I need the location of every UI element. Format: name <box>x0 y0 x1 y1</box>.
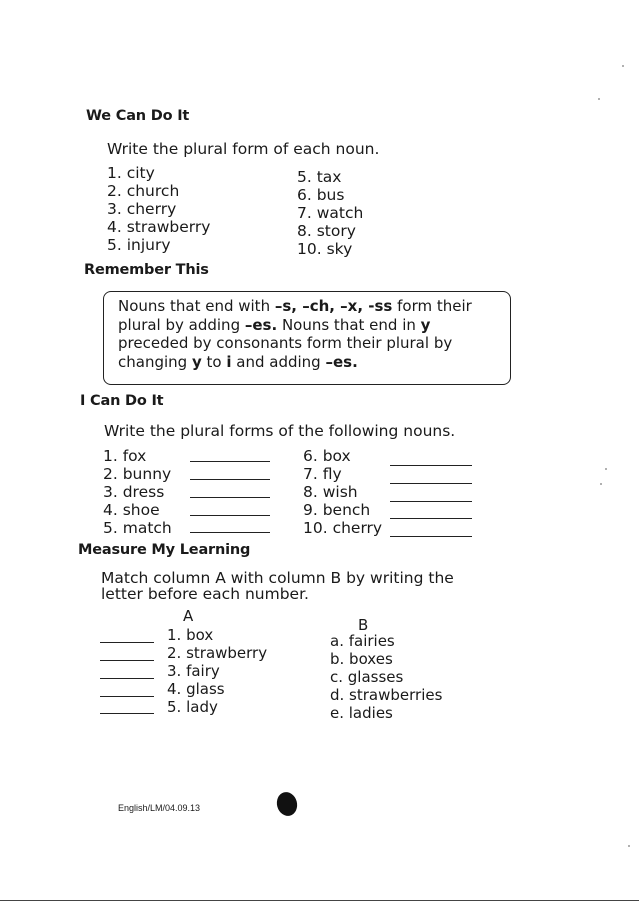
answer-blank[interactable] <box>190 532 270 533</box>
answer-blank[interactable] <box>190 497 270 498</box>
hole-punch-mark <box>274 790 300 818</box>
list-item: 3. fairy <box>167 662 220 680</box>
scan-speck <box>622 65 624 67</box>
match-blank[interactable] <box>100 642 154 643</box>
list-item: d. strawberries <box>330 686 443 704</box>
list-item: 2. bunny <box>103 465 172 483</box>
rule-line: preceded by consonants form their plural by <box>118 334 453 352</box>
column-a-header: A <box>183 607 194 625</box>
list-item: 2. church <box>107 182 180 200</box>
list-item: 3. cherry <box>107 200 177 218</box>
word-list-right <box>297 168 363 258</box>
list-item: 3. dress <box>103 483 165 501</box>
section-heading-we-can-do-it: We Can Do It <box>86 108 190 124</box>
match-blank[interactable] <box>100 678 154 679</box>
section1-instruction: Write the plural form of each noun. <box>107 140 380 158</box>
section4-instruction: Match column A with column B by writing the letter before each number. <box>101 569 454 603</box>
answer-blank[interactable] <box>390 501 472 502</box>
list-item: 5. match <box>103 519 172 537</box>
rule-box <box>103 291 511 385</box>
rule-line: plural by adding –es. Nouns that end in y <box>118 315 431 334</box>
list-item: 4. strawberry <box>107 218 211 236</box>
list-item: 5. tax <box>297 168 342 186</box>
list-item: 6. bus <box>297 186 345 204</box>
list-item: 2. strawberry <box>167 644 268 662</box>
list-item: 10. cherry <box>303 519 383 537</box>
list-item: 7. watch <box>297 204 364 222</box>
list-item: 1. city <box>107 164 155 182</box>
word-list-left <box>107 164 210 254</box>
rule-text <box>118 297 472 371</box>
list-item: e. ladies <box>330 704 393 722</box>
list-item: 8. story <box>297 222 356 240</box>
answer-blank[interactable] <box>190 479 270 480</box>
rule-line: Nouns that end with –s, –ch, –x, -ss form their <box>118 297 472 315</box>
list-item: b. boxes <box>330 650 393 668</box>
answer-blank[interactable] <box>390 483 472 484</box>
footer-code: English/LM/04.09.13 <box>118 803 201 813</box>
scan-speck <box>600 483 602 485</box>
list-item: c. glasses <box>330 668 404 686</box>
scan-speck <box>598 98 600 100</box>
section3-instruction: Write the plural forms of the following nouns. <box>104 422 456 440</box>
word-list-left <box>103 447 172 537</box>
section-heading-measure-my-learning: Measure My Learning <box>78 542 251 558</box>
list-item: 9. bench <box>303 501 371 519</box>
rule-line: changing y to i and adding –es. <box>118 352 358 371</box>
list-item: 4. shoe <box>103 501 160 519</box>
list-item: 8. wish <box>303 483 358 501</box>
list-item: 7. fly <box>303 465 342 483</box>
list-item: 10. sky <box>297 240 353 258</box>
section-heading-remember-this: Remember This <box>84 262 209 278</box>
list-item: 4. glass <box>167 680 225 698</box>
list-item: 1. fox <box>103 447 147 465</box>
page-edge-line <box>0 900 639 901</box>
answer-blank[interactable] <box>190 461 270 462</box>
word-list-right <box>303 447 382 537</box>
answer-blank[interactable] <box>390 465 472 466</box>
scan-speck <box>605 468 607 470</box>
section-heading-i-can-do-it: I Can Do It <box>80 393 164 409</box>
match-blank[interactable] <box>100 696 154 697</box>
column-b-list <box>330 632 442 722</box>
match-blank[interactable] <box>100 713 154 714</box>
answer-blank[interactable] <box>190 515 270 516</box>
list-item: 5. lady <box>167 698 218 716</box>
column-b-header: B <box>358 616 369 634</box>
answer-blank[interactable] <box>390 536 472 537</box>
scan-speck <box>628 845 630 847</box>
column-a-list <box>167 626 267 716</box>
match-blank[interactable] <box>100 660 154 661</box>
list-item: 1. box <box>167 626 214 644</box>
list-item: 5. injury <box>107 236 171 254</box>
list-item: a. fairies <box>330 632 395 650</box>
list-item: 6. box <box>303 447 351 465</box>
answer-blank[interactable] <box>390 518 472 519</box>
